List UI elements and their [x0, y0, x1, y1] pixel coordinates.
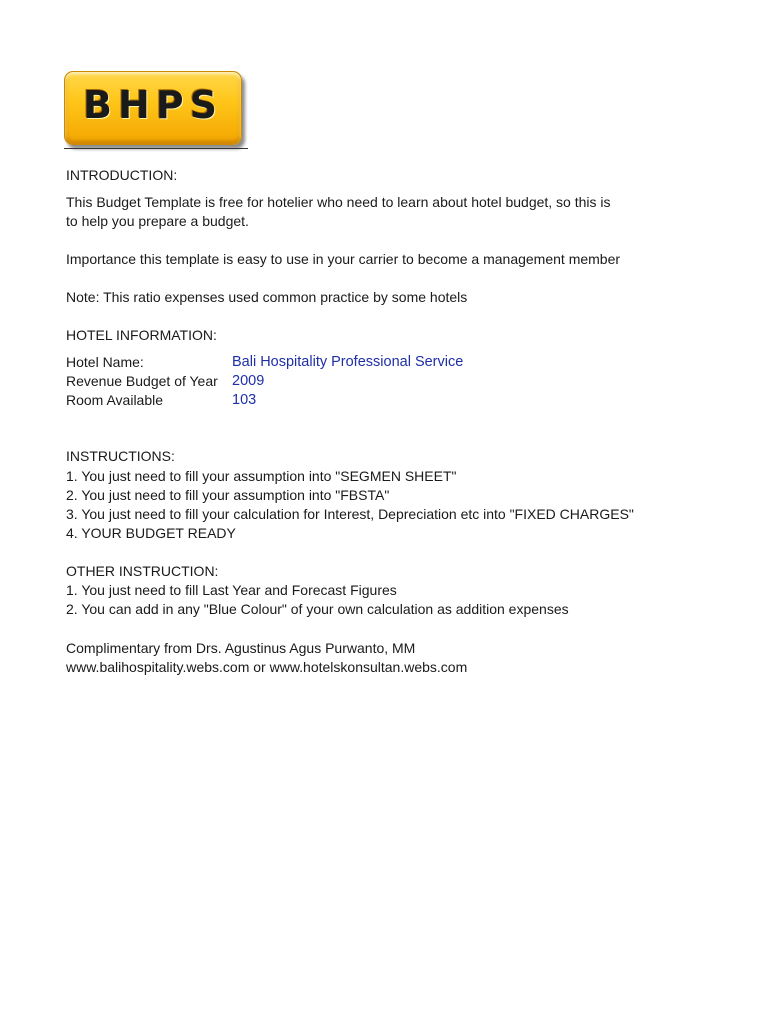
instruction-item: 3. You just need to fill your calculation for Interest, Depreciation etc into "FIXED CHARGES"	[66, 506, 634, 522]
hotel-name-label: Hotel Name:	[66, 354, 144, 370]
instruction-item: 2. You just need to fill your assumption into "FBSTA"	[66, 487, 390, 503]
note-paragraph: Note: This ratio expenses used common practice by some hotels	[66, 289, 468, 305]
room-available-value: 103	[232, 392, 257, 408]
introduction-heading: INTRODUCTION:	[66, 167, 178, 183]
intro-paragraph-line-1: This Budget Template is free for hotelier who need to learn about hotel budget, so this is	[66, 194, 611, 210]
other-instruction-heading: OTHER INSTRUCTION:	[66, 563, 219, 579]
revenue-budget-year-label: Revenue Budget of Year	[66, 373, 218, 389]
intro-paragraph-line-2: to help you prepare a budget.	[66, 213, 249, 229]
instruction-item: 4. YOUR BUDGET READY	[66, 525, 236, 541]
instruction-item: 1. You just need to fill your assumption into "SEGMEN SHEET"	[66, 468, 457, 484]
bhps-logo	[64, 71, 242, 145]
revenue-budget-year-value: 2009	[232, 373, 265, 389]
credit-line: Complimentary from Drs. Agustinus Agus Purwanto, MM	[66, 640, 416, 656]
logo-underline	[64, 148, 248, 149]
other-instruction-item: 1. You just need to fill Last Year and Forecast Figures	[66, 582, 397, 598]
hotel-name-value: Bali Hospitality Professional Service	[232, 354, 464, 370]
logo-text: BHPS	[83, 83, 223, 127]
room-available-label: Room Available	[66, 392, 164, 408]
other-instruction-item: 2. You can add in any "Blue Colour" of your own calculation as addition expenses	[66, 601, 569, 617]
websites-line: www.balihospitality.webs.com or www.hotelskonsultan.webs.com	[66, 659, 468, 675]
importance-paragraph: Importance this template is easy to use in your carrier to become a management member	[66, 251, 621, 267]
hotel-information-heading: HOTEL INFORMATION:	[66, 327, 217, 343]
instructions-heading: INSTRUCTIONS:	[66, 448, 175, 464]
